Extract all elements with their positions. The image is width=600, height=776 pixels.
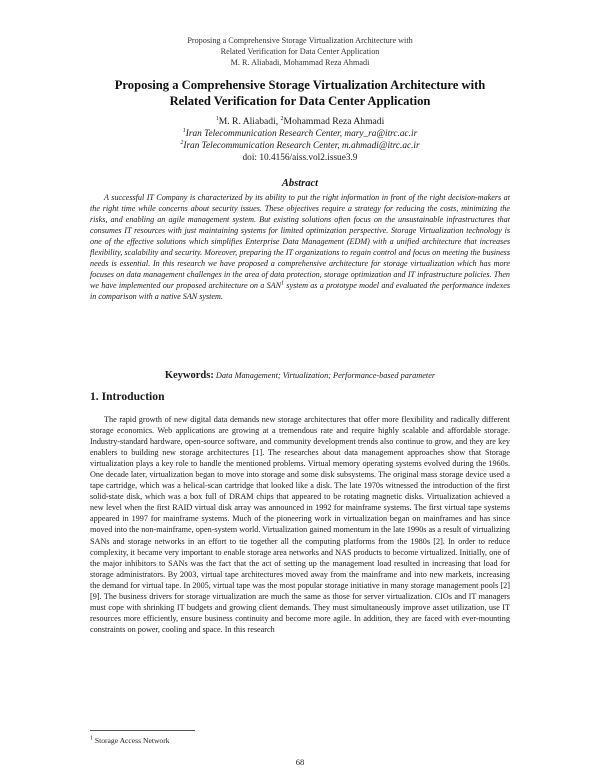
author-list [0, 116, 600, 128]
doi: doi: 10.4156/aiss.vol2.issue3.9 [242, 153, 358, 163]
section-heading: 1. Introduction [90, 390, 165, 403]
footnote [90, 736, 170, 745]
footnote-text: Storage Access Network [93, 736, 170, 745]
abstract-text [90, 192, 510, 302]
running-head [0, 35, 600, 68]
author-name: Mohammad Reza Ahmadi [283, 116, 385, 127]
abstract-heading: Abstract [281, 178, 319, 189]
introduction-paragraph: The rapid growth of new digital data demands new storage architectures that offer more flexibility and radically different storage economics. Web applications are growing at a tremendous rate and require highly scalable and affordable storage. Industry-standard hardware, open-source software, and community development trends also continue to grow, and they are key enablers to building new storage architectures [1]. The researches about data management approaches show that Storage virtualization plays a key role to handle the mentioned problems. Virtual memory operating systems evolved during the 1960s. One decade later, virtualization began to move into storage and some disk subsystems. The original mass storage device used a tape cartridge, which was a helical-scan cartridge that looked like a disk. The late 1970s witnessed the introduction of the first solid-state disk, which was a box full of DRAM chips that appeared to be rotating magnetic disks. Virtualization achieved a new level when the first RAID virtual disk array was announced in 1992 for mainframe systems. The first virtual tape systems appeared in 1997 for mainframe systems. Much of the pioneering work in virtualization began on mainframes and has since moved into the non-mainframe, open-system world. Virtualization gained momentum in the late 1990s as a result of virtualizing SANs and storage networks in an effort to tie together all the computing platforms from the 1980s [2]. In order to reduce complexity, it became very important to enable storage area networks and NAS products to become virtualized. Initially, one of the major inhibitors to SANs was the fact that the act of setting up the management load resulted in increasing that load for storage administrators. By 2003, virtual tape architectures moved away from the mainframe and into new markets, increasing the demand for virtual tape. In 2005, virtual tape was the most popular storage initiative in many storage management pools [2][9]. The business drivers for storage virtualization are much the same as those for server virtualization. CIOs and IT managers must cope with shrinking IT budgets and growing client demands. They must simultaneously improve asset utilization, use IT resources more efficiently, ensure business continuity and become more agile. In addition, they are faced with ever-mounting constraints on power, cooling and space. In this research [90, 415, 510, 634]
author-marker: 2 [280, 115, 284, 122]
affiliation-text: Iran Telecommunication Research Center, m.ahmadi@itrc.ac.ir [183, 141, 420, 151]
title-line: Related Verification for Data Center Application [169, 93, 431, 108]
affiliation-line [0, 140, 600, 152]
keywords-text: Data Management; Virtualization; Performance-based parameter [213, 371, 436, 380]
running-head-line: Related Verification for Data Center Application [220, 47, 380, 56]
title-line: Proposing a Comprehensive Storage Virtualization Architecture with [114, 78, 486, 92]
page-number: 68 [295, 757, 305, 767]
paper-title [60, 78, 540, 109]
author-marker: 1 [215, 115, 219, 122]
abstract-body: A successful IT Company is characterized by its ability to put the right information in front of the right decision-makers at the right time while concerns about security issues. These objectives require a strategy for reducing the costs, minimizing the risks, and enabling an agile management system. But existing solutions often focus on the unsustainable infrastructures that consumes IT resources with just maintaining systems for limited optimization perspective. Storage Virtualization technology is one of the effective solutions which simplifies Enterprise Data Management (EDM) with a unified architecture that increases flexibility, scalability and security. Moreover, preparing the IT organizations to regain control and focus on meeting the business needs is essential. In this research we have proposed a comprehensive architecture for storage virtualization which has more focuses on data management challenges in the area of data protection, storage optimization and IT infrastructure policies. Then we have implemented our proposed architecture on a SAN [90, 193, 510, 291]
footnote-divider [90, 730, 195, 731]
affiliation-line [0, 128, 600, 140]
keywords [0, 370, 600, 381]
affiliation-text: Iran Telecommunication Research Center, mary_ra@itrc.ac.ir [185, 129, 418, 139]
footnote-marker: 1 [281, 280, 285, 287]
footnote-mark: 1 [90, 735, 93, 742]
affiliation-marker: 2 [180, 139, 184, 146]
affiliation-marker: 1 [182, 127, 186, 134]
author-name: M. R. Aliabadi, [218, 116, 281, 127]
running-head-authors: M. R. Aliabadi, Mohammad Reza Ahmadi [230, 58, 370, 67]
abstract-body-end: system as a prototype model and evaluated the performance indexes in comparison with a native SAN system. [90, 281, 510, 302]
running-head-line: Proposing a Comprehensive Storage Virtualization Architecture with [187, 36, 413, 45]
affiliations [0, 128, 600, 164]
keywords-label: Keywords: [164, 370, 214, 381]
